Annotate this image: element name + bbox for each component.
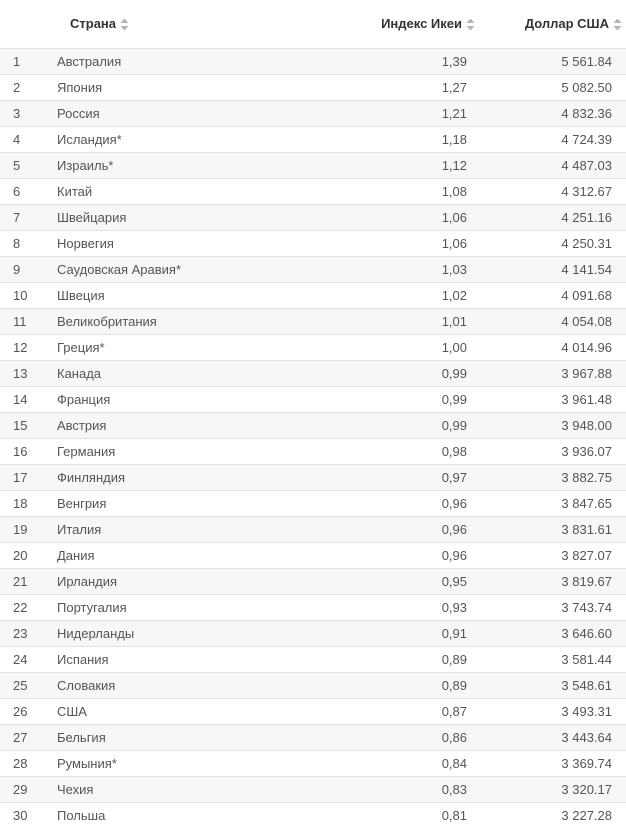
row-number: 10 bbox=[0, 283, 28, 309]
sort-icon[interactable] bbox=[613, 18, 622, 31]
row-number: 3 bbox=[0, 101, 28, 127]
header-row bbox=[0, 0, 626, 49]
usd-cell: 3 967.88 bbox=[478, 361, 626, 387]
usd-cell: 3 961.48 bbox=[478, 387, 626, 413]
row-number: 9 bbox=[0, 257, 28, 283]
index-cell: 1,21 bbox=[350, 101, 478, 127]
index-cell: 0,81 bbox=[350, 803, 478, 829]
country-cell: Дания bbox=[28, 543, 350, 569]
table-row bbox=[0, 569, 626, 595]
table-row bbox=[0, 101, 626, 127]
index-cell: 0,87 bbox=[350, 699, 478, 725]
table-row bbox=[0, 439, 626, 465]
table-row bbox=[0, 699, 626, 725]
row-number: 23 bbox=[0, 621, 28, 647]
row-number: 11 bbox=[0, 309, 28, 335]
index-cell: 1,01 bbox=[350, 309, 478, 335]
index-cell: 1,06 bbox=[350, 231, 478, 257]
table-row bbox=[0, 595, 626, 621]
usd-cell: 3 369.74 bbox=[478, 751, 626, 777]
index-cell: 0,96 bbox=[350, 491, 478, 517]
country-cell: Франция bbox=[28, 387, 350, 413]
usd-cell: 3 831.61 bbox=[478, 517, 626, 543]
country-cell: Испания bbox=[28, 647, 350, 673]
usd-cell: 3 948.00 bbox=[478, 413, 626, 439]
country-cell: Чехия bbox=[28, 777, 350, 803]
usd-cell: 3 581.44 bbox=[478, 647, 626, 673]
row-number: 7 bbox=[0, 205, 28, 231]
country-cell: Германия bbox=[28, 439, 350, 465]
country-cell: Португалия bbox=[28, 595, 350, 621]
row-number: 13 bbox=[0, 361, 28, 387]
table-row bbox=[0, 517, 626, 543]
table-row bbox=[0, 127, 626, 153]
table-row bbox=[0, 647, 626, 673]
table-row bbox=[0, 283, 626, 309]
index-cell: 0,95 bbox=[350, 569, 478, 595]
header-usd[interactable] bbox=[478, 0, 626, 49]
country-cell: Румыния* bbox=[28, 751, 350, 777]
usd-cell: 4 487.03 bbox=[478, 153, 626, 179]
index-cell: 0,96 bbox=[350, 517, 478, 543]
country-cell: США bbox=[28, 699, 350, 725]
table-row bbox=[0, 465, 626, 491]
row-number: 20 bbox=[0, 543, 28, 569]
usd-cell: 5 561.84 bbox=[478, 49, 626, 75]
usd-cell: 3 443.64 bbox=[478, 725, 626, 751]
country-cell: Австралия bbox=[28, 49, 350, 75]
country-cell: Ирландия bbox=[28, 569, 350, 595]
row-number: 12 bbox=[0, 335, 28, 361]
country-cell: Швейцария bbox=[28, 205, 350, 231]
usd-cell: 3 819.67 bbox=[478, 569, 626, 595]
table-header bbox=[0, 0, 626, 49]
country-cell: Словакия bbox=[28, 673, 350, 699]
usd-cell: 4 250.31 bbox=[478, 231, 626, 257]
row-number: 1 bbox=[0, 49, 28, 75]
index-cell: 0,89 bbox=[350, 673, 478, 699]
row-number: 21 bbox=[0, 569, 28, 595]
table-row bbox=[0, 725, 626, 751]
row-number: 14 bbox=[0, 387, 28, 413]
table-row bbox=[0, 361, 626, 387]
row-number: 26 bbox=[0, 699, 28, 725]
table-row bbox=[0, 621, 626, 647]
usd-cell: 3 827.07 bbox=[478, 543, 626, 569]
index-cell: 1,03 bbox=[350, 257, 478, 283]
usd-cell: 4 014.96 bbox=[478, 335, 626, 361]
index-cell: 1,39 bbox=[350, 49, 478, 75]
row-number: 22 bbox=[0, 595, 28, 621]
row-number: 24 bbox=[0, 647, 28, 673]
usd-cell: 3 493.31 bbox=[478, 699, 626, 725]
usd-cell: 4 141.54 bbox=[478, 257, 626, 283]
row-number: 19 bbox=[0, 517, 28, 543]
row-number: 29 bbox=[0, 777, 28, 803]
country-cell: Великобритания bbox=[28, 309, 350, 335]
row-number: 17 bbox=[0, 465, 28, 491]
country-cell: Китай bbox=[28, 179, 350, 205]
country-cell: Италия bbox=[28, 517, 350, 543]
table-row bbox=[0, 257, 626, 283]
country-cell: Израиль* bbox=[28, 153, 350, 179]
usd-cell: 3 936.07 bbox=[478, 439, 626, 465]
country-cell: Австрия bbox=[28, 413, 350, 439]
usd-cell: 3 548.61 bbox=[478, 673, 626, 699]
table-row bbox=[0, 309, 626, 335]
usd-cell: 4 312.67 bbox=[478, 179, 626, 205]
index-cell: 1,00 bbox=[350, 335, 478, 361]
usd-cell: 4 251.16 bbox=[478, 205, 626, 231]
usd-cell: 3 847.65 bbox=[478, 491, 626, 517]
table-row bbox=[0, 231, 626, 257]
table-row bbox=[0, 387, 626, 413]
usd-cell: 4 724.39 bbox=[478, 127, 626, 153]
table-row bbox=[0, 777, 626, 803]
country-cell: Нидерланды bbox=[28, 621, 350, 647]
index-cell: 1,12 bbox=[350, 153, 478, 179]
table-row bbox=[0, 179, 626, 205]
country-cell: Саудовская Аравия* bbox=[28, 257, 350, 283]
table-row bbox=[0, 205, 626, 231]
header-num bbox=[0, 0, 28, 49]
country-cell: Канада bbox=[28, 361, 350, 387]
row-number: 16 bbox=[0, 439, 28, 465]
index-cell: 0,96 bbox=[350, 543, 478, 569]
usd-cell: 5 082.50 bbox=[478, 75, 626, 101]
index-cell: 1,02 bbox=[350, 283, 478, 309]
usd-cell: 4 832.36 bbox=[478, 101, 626, 127]
table-row bbox=[0, 543, 626, 569]
table-row bbox=[0, 673, 626, 699]
index-cell: 0,98 bbox=[350, 439, 478, 465]
row-number: 6 bbox=[0, 179, 28, 205]
index-cell: 1,27 bbox=[350, 75, 478, 101]
index-cell: 0,91 bbox=[350, 621, 478, 647]
usd-cell: 3 882.75 bbox=[478, 465, 626, 491]
sort-icon[interactable] bbox=[120, 18, 129, 31]
index-cell: 1,06 bbox=[350, 205, 478, 231]
table-row bbox=[0, 153, 626, 179]
usd-cell: 3 646.60 bbox=[478, 621, 626, 647]
header-country[interactable] bbox=[28, 0, 350, 49]
index-cell: 0,93 bbox=[350, 595, 478, 621]
row-number: 8 bbox=[0, 231, 28, 257]
row-number: 28 bbox=[0, 751, 28, 777]
table-row bbox=[0, 803, 626, 829]
country-cell: Венгрия bbox=[28, 491, 350, 517]
country-cell: Россия bbox=[28, 101, 350, 127]
table-row bbox=[0, 335, 626, 361]
index-cell: 0,86 bbox=[350, 725, 478, 751]
row-number: 5 bbox=[0, 153, 28, 179]
sort-icon[interactable] bbox=[466, 18, 475, 31]
table-row bbox=[0, 491, 626, 517]
index-cell: 0,99 bbox=[350, 387, 478, 413]
index-cell: 1,08 bbox=[350, 179, 478, 205]
index-cell: 0,89 bbox=[350, 647, 478, 673]
index-cell: 1,18 bbox=[350, 127, 478, 153]
country-cell: Исландия* bbox=[28, 127, 350, 153]
table-row bbox=[0, 75, 626, 101]
index-cell: 0,99 bbox=[350, 361, 478, 387]
country-cell: Швеция bbox=[28, 283, 350, 309]
row-number: 30 bbox=[0, 803, 28, 829]
country-cell: Польша bbox=[28, 803, 350, 829]
usd-cell: 3 743.74 bbox=[478, 595, 626, 621]
header-usd-label: Доллар США bbox=[524, 16, 609, 32]
row-number: 18 bbox=[0, 491, 28, 517]
row-number: 15 bbox=[0, 413, 28, 439]
row-number: 25 bbox=[0, 673, 28, 699]
index-cell: 0,99 bbox=[350, 413, 478, 439]
row-number: 2 bbox=[0, 75, 28, 101]
index-cell: 0,83 bbox=[350, 777, 478, 803]
usd-cell: 4 091.68 bbox=[478, 283, 626, 309]
country-cell: Япония bbox=[28, 75, 350, 101]
country-cell: Норвегия bbox=[28, 231, 350, 257]
table-row bbox=[0, 751, 626, 777]
header-country-label: Страна bbox=[70, 16, 117, 32]
usd-cell: 3 320.17 bbox=[478, 777, 626, 803]
header-index-label: Индекс Икеи bbox=[381, 16, 462, 32]
country-cell: Греция* bbox=[28, 335, 350, 361]
index-cell: 0,84 bbox=[350, 751, 478, 777]
table-body bbox=[0, 49, 626, 829]
country-cell: Бельгия bbox=[28, 725, 350, 751]
index-cell: 0,97 bbox=[350, 465, 478, 491]
usd-cell: 4 054.08 bbox=[478, 309, 626, 335]
row-number: 4 bbox=[0, 127, 28, 153]
usd-cell: 3 227.28 bbox=[478, 803, 626, 829]
row-number: 27 bbox=[0, 725, 28, 751]
country-cell: Финляндия bbox=[28, 465, 350, 491]
header-index[interactable] bbox=[350, 0, 478, 49]
table-row bbox=[0, 413, 626, 439]
table-row bbox=[0, 49, 626, 75]
